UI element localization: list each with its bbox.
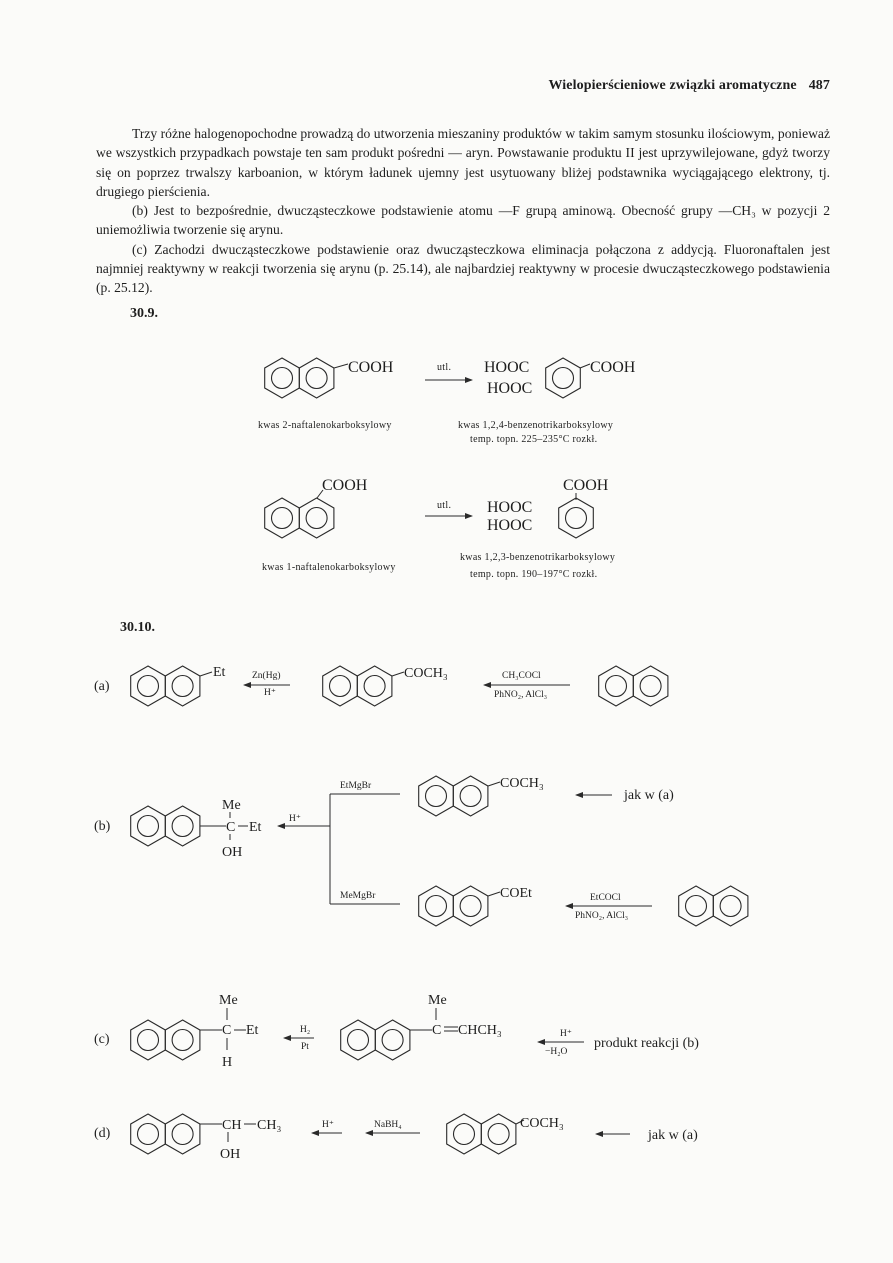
label-chain: CHCH₃	[458, 1023, 502, 1038]
lower-substituent: COEt	[500, 886, 532, 901]
tag-c: (c)	[94, 1032, 110, 1047]
arrow2-bottom: PhNO₂, AlCl₃	[494, 690, 548, 700]
naphthalene-structure	[265, 358, 334, 398]
arrow1-top: H₂	[300, 1025, 311, 1035]
substituent-cooh: COOH	[348, 359, 394, 376]
caption-right-1: kwas 1,2,4-benzenotrikarboksylowy	[458, 420, 614, 431]
naphthalene-structure	[599, 666, 668, 706]
upper-substituent: COCH₃	[500, 776, 544, 791]
caption-left: kwas 2-naftalenokarboksylowy	[258, 420, 392, 431]
caption-right-1: kwas 1,2,3-benzenotrikarboksylowy	[460, 552, 616, 563]
page-number: 487	[808, 78, 830, 93]
reaction-30-9-2	[262, 477, 615, 580]
product-cooh-top: COOH	[563, 477, 609, 494]
upper-note: jak w (a)	[624, 788, 674, 803]
label-me: Me	[222, 798, 241, 813]
arrow2-top: CH₃COCl	[502, 671, 541, 681]
naphthalene-structure	[131, 666, 200, 706]
substituent-coch3: COCH₃	[404, 666, 448, 681]
naphthalene-structure	[131, 806, 200, 846]
arrow1-bottom: H⁺	[264, 688, 276, 698]
naphthalene-structure	[131, 1020, 200, 1060]
lower-arrow-bottom: PhNO₂, AlCl₃	[575, 911, 629, 921]
section-label-30-9: 30.9.	[130, 306, 158, 321]
naphthalene-structure	[679, 886, 748, 926]
tag-b: (b)	[94, 819, 111, 834]
arrow-label: utl.	[437, 362, 452, 373]
label-ch3: CH₃	[257, 1118, 282, 1133]
substituent-et: Et	[213, 665, 226, 680]
label-ch: CH	[222, 1118, 242, 1133]
reaction-30-10-d	[94, 1114, 698, 1162]
naphthalene-structure	[323, 666, 392, 706]
label-oh: OH	[220, 1147, 241, 1162]
product-hooc-2: HOOC	[487, 517, 533, 534]
note: jak w (a)	[648, 1128, 698, 1143]
label-et: Et	[246, 1023, 259, 1038]
note: produkt reakcji (b)	[594, 1036, 699, 1051]
label-me-1: Me	[219, 993, 238, 1008]
product-cooh-right: COOH	[590, 359, 636, 376]
product-hooc-top: HOOC	[484, 359, 530, 376]
tag-d: (d)	[94, 1126, 111, 1141]
label-oh: OH	[222, 845, 243, 860]
substituent-cooh: COOH	[322, 477, 368, 494]
arrow2-top: H⁺	[560, 1029, 572, 1039]
naphthalene-structure	[447, 1114, 516, 1154]
naphthalene-structure	[419, 886, 488, 926]
section-label-30-10: 30.10.	[120, 620, 155, 635]
substituent-coch3: COCH₃	[520, 1116, 564, 1131]
label-c: C	[226, 820, 236, 835]
product-hooc-bottom: HOOC	[487, 380, 533, 397]
product-hooc-1: HOOC	[487, 499, 533, 516]
lower-arrow-top: EtCOCl	[590, 893, 621, 903]
reaction-30-10-b	[94, 776, 748, 926]
label-h: H	[222, 1055, 233, 1070]
arrow2-bottom: −H₂O	[545, 1047, 568, 1057]
arrow1-label: H⁺	[322, 1120, 334, 1130]
reaction-30-9-1	[258, 358, 636, 445]
naphthalene-structure	[419, 776, 488, 816]
benzene-structure	[546, 358, 581, 398]
lower-reagent: MeMgBr	[340, 891, 376, 901]
paragraph-1: Trzy różne halogenopochodne prowadzą do utworzenia mieszaniny produktów w takim samym stosunku ilościowym, ponieważ we wszystkich przypadkach powstaje ten sam produkt pośredni — aryn. Powstawanie produktu II jest uprzywilejowane, gdyż tworzy się on poprzez trwalszy karboanion, w którym ładunek ujemny jest usytuowany bliżej podstawnika wyciągającego elektrony, tj. drugiego pierścienia.	[96, 126, 830, 199]
naphthalene-structure	[131, 1114, 200, 1154]
label-c-1: C	[222, 1023, 232, 1038]
label-me-2: Me	[428, 993, 447, 1008]
label-h-plus: H⁺	[289, 814, 301, 824]
caption-right-2: temp. topn. 190–197°C rozkł.	[470, 569, 598, 580]
paragraph-3: (c) Zachodzi dwucząsteczkowe podstawienie oraz dwucząsteczkowa eliminacja połączona z addycją. Fluoronaftalen jest najmniej reaktywny w reakcji tworzenia się arynu (p. 25.14), ale najbardziej reaktywny w procesie dwucząsteczkowego podstawienia (p. 25.12).	[96, 241, 830, 296]
arrow1-bottom: Pt	[301, 1042, 309, 1052]
arrow-label: utl.	[437, 500, 452, 511]
caption-left: kwas 1-naftalenokarboksylowy	[262, 562, 396, 573]
naphthalene-structure	[265, 498, 334, 538]
reaction-30-10-a	[94, 665, 668, 706]
reaction-30-10-c	[94, 993, 699, 1070]
header-title: Wielopierścieniowe związki aromatyczne	[548, 78, 797, 93]
caption-right-2: temp. topn. 225–235°C rozkł.	[470, 434, 598, 445]
benzene-structure	[559, 498, 594, 538]
upper-reagent: EtMgBr	[340, 781, 372, 791]
paragraph-2: (b) Jest to bezpośrednie, dwucząsteczkowe podstawienie atomu —F grupą aminową. Obecność grupy —CH₃ w pozycji 2 uniemożliwia tworzenie się arynu.	[96, 203, 830, 238]
arrow1-top: Zn(Hg)	[252, 671, 281, 681]
label-et: Et	[249, 820, 262, 835]
tag-a: (a)	[94, 679, 110, 694]
naphthalene-structure	[341, 1020, 410, 1060]
label-c-2: C	[432, 1023, 442, 1038]
arrow2-label: NaBH₄	[374, 1120, 402, 1130]
